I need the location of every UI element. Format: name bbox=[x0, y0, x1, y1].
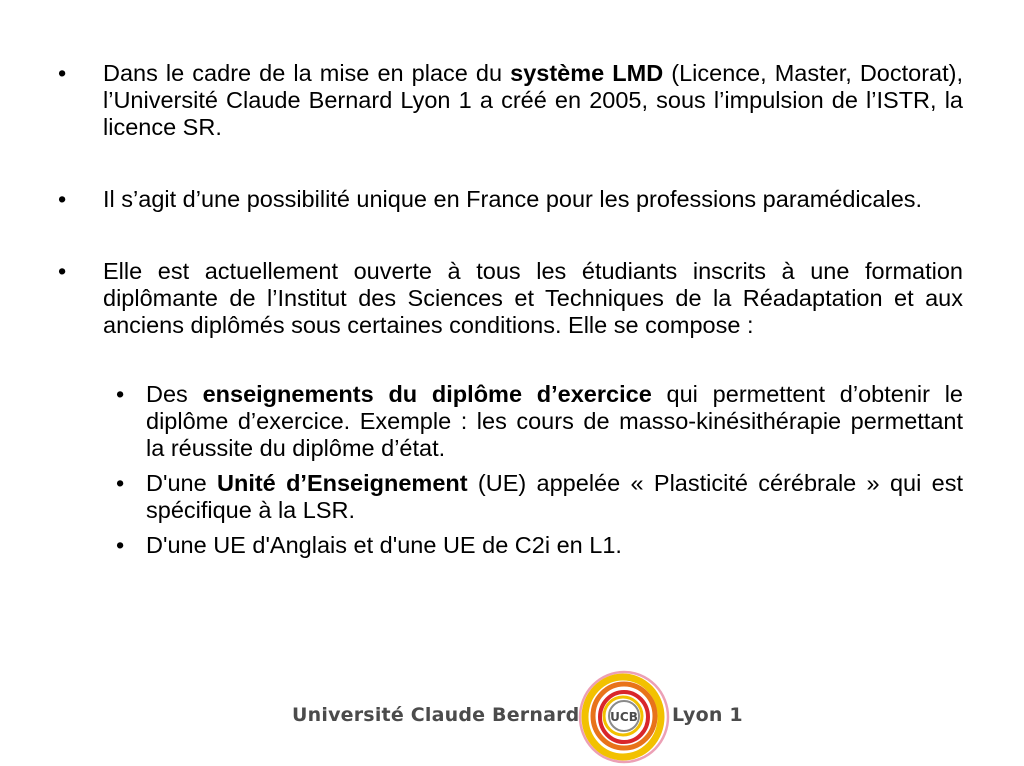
ucb-emblem-icon bbox=[578, 670, 670, 764]
sub-bullet-text: Des bbox=[146, 381, 203, 407]
sub-bullet-item bbox=[102, 381, 963, 462]
slide-content bbox=[58, 60, 963, 567]
logo-text-university: Université Claude Bernard bbox=[292, 704, 580, 726]
bullet-text: Il s’agit d’une possibilité unique en France pour les professions paramédicales. bbox=[103, 186, 923, 212]
university-logo bbox=[292, 670, 742, 766]
bullet-item bbox=[58, 186, 963, 213]
sub-bullet-text: (UE) appelée « Plasticité cérébrale » qui est spécifique à la LSR. bbox=[146, 470, 963, 523]
emblem-text: UCB bbox=[610, 710, 638, 724]
sub-bullet-list bbox=[58, 381, 963, 559]
bullet-text: Elle est actuellement ouverte à tous les étudiants inscrits à une formation diplômante de l’Institut des Sciences et Techniques de la Réadaptation et aux anciens diplômés sous certaines conditions. Elle se compose : bbox=[103, 258, 963, 338]
sub-bullet-marker: • bbox=[116, 470, 125, 496]
bullet-marker: • bbox=[58, 60, 67, 86]
sub-bullet-marker: • bbox=[116, 532, 125, 558]
sub-bullet-marker: • bbox=[116, 381, 125, 407]
sub-bullet-text: D'une bbox=[146, 470, 217, 496]
bullet-marker: • bbox=[58, 258, 67, 284]
bullet-text: Dans le cadre de la mise en place du bbox=[103, 60, 511, 86]
sub-bullet-text: D'une UE d'Anglais et d'une UE de C2i en L1. bbox=[146, 532, 622, 558]
bullet-item bbox=[58, 258, 963, 339]
sub-bullet-bold-text: enseignements du diplôme d’exercice bbox=[202, 381, 652, 407]
logo-text-lyon: Lyon 1 bbox=[672, 704, 743, 726]
bullet-item bbox=[58, 60, 963, 141]
bullet-text: (Licence, Master, Doctorat), l’Université Claude Bernard Lyon 1 a créé en 2005, sous l’impulsion de l’ISTR, la licence SR. bbox=[103, 60, 964, 140]
sub-bullet-item bbox=[102, 532, 963, 559]
sub-bullet-text: qui permettent d’obtenir le diplôme d’exercice. Exemple : les cours de masso-kinésithérapie permettant la réussite du diplôme d’état. bbox=[146, 381, 963, 461]
sub-bullet-item bbox=[102, 470, 963, 524]
bullet-bold-text: système LMD bbox=[510, 60, 664, 86]
sub-bullet-bold-text: Unité d’Enseignement bbox=[217, 470, 468, 496]
bullet-marker: • bbox=[58, 186, 67, 212]
